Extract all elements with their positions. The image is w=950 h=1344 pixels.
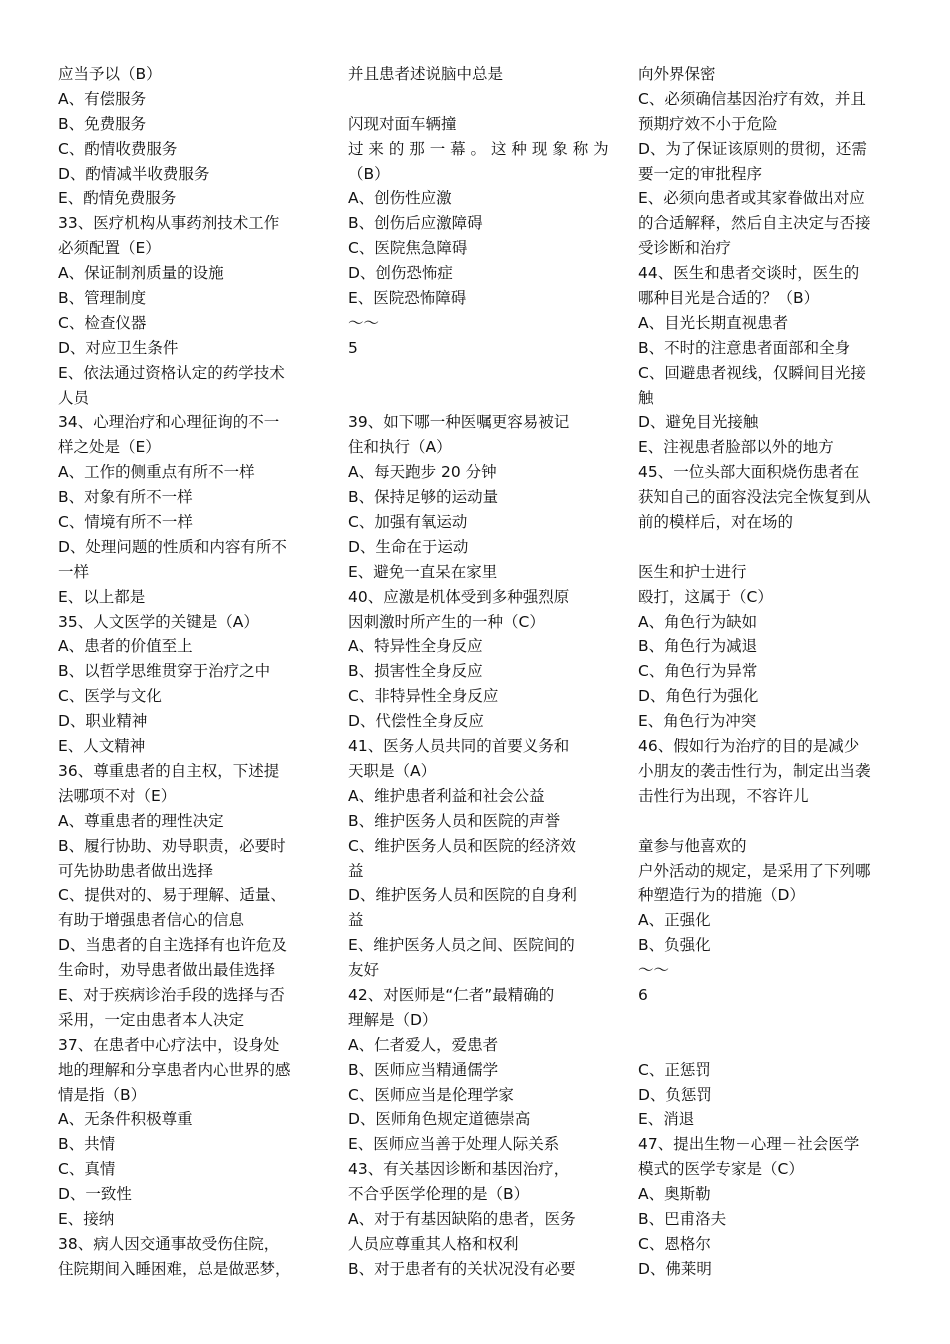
text-line: 益 bbox=[348, 911, 364, 930]
text-line: B、创伤后应激障碍 bbox=[348, 214, 483, 233]
text-line: 种塑造行为的措施（D） bbox=[638, 886, 805, 905]
text-line: C、医师应当是伦理学家 bbox=[348, 1085, 514, 1104]
text-line: A、保证制剂质量的设施 bbox=[58, 264, 224, 283]
text-line: D、对应卫生条件 bbox=[58, 338, 179, 357]
text-line: C、酌情收费服务 bbox=[58, 139, 178, 158]
text-line: D、避免目光接触 bbox=[638, 413, 759, 432]
text-line: B、履行协助、劝导职责，必要时 bbox=[58, 836, 286, 855]
text-line: 有助于增强患者信心的信息 bbox=[58, 911, 245, 930]
text-line: 40、应激是机体受到多种强烈原 bbox=[348, 587, 570, 606]
text-line: 益 bbox=[348, 861, 364, 880]
text-line: C、真情 bbox=[58, 1160, 116, 1179]
text-line: 要一定的审批程序 bbox=[638, 164, 763, 183]
text-line: 并且患者述说脑中总是 bbox=[348, 65, 504, 83]
text-line: 必须配置（E） bbox=[58, 239, 161, 258]
text-line: C、必须确信基因治疗有效，并且 bbox=[638, 89, 866, 108]
text-line: 采用，一定由患者本人决定 bbox=[58, 1010, 245, 1029]
text-line: 42、对医师是“仁者”最精确的 bbox=[348, 985, 555, 1004]
text-line: D、医师角色规定道德崇高 bbox=[348, 1110, 531, 1129]
text-line bbox=[638, 809, 900, 834]
text-line: 应当予以（B） bbox=[58, 65, 162, 83]
text-line: B、管理制度 bbox=[58, 289, 147, 308]
text-line: B、损害性全身反应 bbox=[348, 662, 483, 681]
text-line bbox=[348, 386, 610, 411]
text-line: B、共情 bbox=[58, 1135, 116, 1154]
text-line: C、恩格尔 bbox=[638, 1234, 711, 1253]
text-line: E、人文精神 bbox=[58, 737, 146, 756]
text-line: D、生命在于运动 bbox=[348, 537, 469, 556]
text-line: 39、如下哪一种医嘱更容易被记 bbox=[348, 413, 570, 432]
text-line: D、为了保证该原则的贯彻，还需 bbox=[638, 139, 867, 158]
text-line bbox=[638, 535, 900, 560]
text-line: 44、医生和患者交谈时，医生的 bbox=[638, 264, 860, 283]
text-line: 34、心理治疗和心理征询的不一 bbox=[58, 413, 280, 432]
text-line: 6 bbox=[638, 985, 648, 1004]
text-line: B、负强化 bbox=[638, 936, 711, 955]
text-line: 不合乎医学伦理的是（B） bbox=[348, 1185, 530, 1204]
text-line: A、正强化 bbox=[638, 911, 711, 930]
text-line: A、角色行为缺如 bbox=[638, 612, 758, 631]
text-line: A、有偿服务 bbox=[58, 89, 147, 108]
text-line: E、消退 bbox=[638, 1110, 695, 1129]
text-line: C、维护医务人员和医院的经济效 bbox=[348, 836, 576, 855]
text-line: D、角色行为强化 bbox=[638, 687, 759, 706]
text-line: E、酌情免费服务 bbox=[58, 189, 177, 208]
text-line: B、对于患者有的关状况没有必要 bbox=[348, 1259, 576, 1278]
text-line: 41、医务人员共同的首要义务和 bbox=[348, 737, 570, 756]
text-line: 受诊断和治疗 bbox=[638, 239, 732, 258]
text-line: A、尊重患者的理性决定 bbox=[58, 811, 224, 830]
text-line: 前的模样后，对在场的 bbox=[638, 513, 794, 532]
text-line: B、医师应当精通儒学 bbox=[348, 1060, 499, 1079]
text-line: 触 bbox=[638, 388, 654, 407]
text-line: D、当患者的自主选择有也许危及 bbox=[58, 936, 287, 955]
text-line: C、医学与文化 bbox=[58, 687, 162, 706]
text-line: ～～ bbox=[348, 313, 380, 332]
text-line: 户外活动的规定，是采用了下列哪 bbox=[638, 861, 871, 880]
text-line: E、必须向患者或其家眷做出对应 bbox=[638, 189, 865, 208]
text-line: 的合适解释，然后自主决定与否接 bbox=[638, 214, 871, 233]
text-line: A、对于有基因缺陷的患者，医务 bbox=[348, 1209, 576, 1228]
text-line bbox=[348, 87, 610, 112]
text-line: 获知自己的面容没法完全恢复到从 bbox=[638, 488, 871, 507]
text-line: 住院期间入睡困难，总是做恶梦， bbox=[58, 1259, 291, 1278]
text-line: 46、假如行为治疗的目的是减少 bbox=[638, 737, 860, 756]
text-line: A、奥斯勒 bbox=[638, 1185, 711, 1204]
text-line: 医生和护士进行 bbox=[638, 562, 747, 581]
text-line: A、创伤性应激 bbox=[348, 189, 452, 208]
text-column-left bbox=[58, 62, 320, 1282]
text-line bbox=[638, 1033, 900, 1058]
text-line: B、角色行为减退 bbox=[638, 637, 758, 656]
text-line: C、回避患者视线，仅瞬间目光接 bbox=[638, 363, 866, 382]
text-line: 预期疗效不小于危险 bbox=[638, 114, 778, 133]
text-line: 可先协助患者做出选择 bbox=[58, 861, 214, 880]
text-line: A、目光长期直视患者 bbox=[638, 313, 789, 332]
text-line: 35、人文医学的关键是（A） bbox=[58, 612, 259, 631]
text-line: E、接纳 bbox=[58, 1209, 115, 1228]
text-line: C、情境有所不一样 bbox=[58, 513, 193, 532]
text-line: B、以哲学思维贯穿于治疗之中 bbox=[58, 662, 271, 681]
text-line: 生命时，劝导患者做出最佳选择 bbox=[58, 961, 276, 980]
text-line: D、代偿性全身反应 bbox=[348, 712, 484, 731]
text-line: E、医师应当善于处理人际关系 bbox=[348, 1135, 560, 1154]
text-line: B、免费服务 bbox=[58, 114, 147, 133]
text-line: B、保持足够的运动量 bbox=[348, 488, 499, 507]
text-line: 样之处是（E） bbox=[58, 438, 161, 457]
text-line: 38、病人因交通事故受伤住院， bbox=[58, 1234, 280, 1253]
text-line: B、对象有所不一样 bbox=[58, 488, 193, 507]
text-line: C、医院焦急障碍 bbox=[348, 239, 468, 258]
text-line: A、每天跑步 20 分钟 bbox=[348, 463, 497, 482]
text-line: E、角色行为冲突 bbox=[638, 712, 757, 731]
text-line: 友好 bbox=[348, 961, 380, 980]
text-line: E、避免一直呆在家里 bbox=[348, 562, 498, 581]
text-line: A、工作的侧重点有所不一样 bbox=[58, 463, 255, 482]
text-line: B、巴甫洛夫 bbox=[638, 1209, 727, 1228]
text-line: 一样 bbox=[58, 562, 90, 581]
text-line: 击性行为出现，不容许儿 bbox=[638, 786, 809, 805]
text-line: 殴打，这属于（C） bbox=[638, 587, 773, 606]
text-line: 33、医疗机构从事药剂技术工作 bbox=[58, 214, 280, 233]
text-line: C、检查仪器 bbox=[58, 313, 147, 332]
text-line: E、医院恐怖障碍 bbox=[348, 289, 467, 308]
text-line: D、处理问题的性质和内容有所不 bbox=[58, 537, 287, 556]
text-line: C、角色行为异常 bbox=[638, 662, 758, 681]
text-line: 哪种目光是合适的？（B） bbox=[638, 289, 820, 308]
text-line: D、酌情减半收费服务 bbox=[58, 164, 210, 183]
text-line: 47、提出生物－心理－社会医学 bbox=[638, 1135, 860, 1154]
text-line: 人员 bbox=[58, 388, 90, 407]
text-line: D、维护医务人员和医院的自身利 bbox=[348, 886, 577, 905]
text-line: 小朋友的袭击性行为，制定出当袭 bbox=[638, 761, 871, 780]
text-line: D、佛莱明 bbox=[638, 1259, 712, 1278]
text-line: D、职业精神 bbox=[58, 712, 148, 731]
text-line: D、创伤恐怖症 bbox=[348, 264, 453, 283]
text-line: 住和执行（A） bbox=[348, 438, 452, 457]
text-line: 45、一位头部大面积烧伤患者在 bbox=[638, 463, 860, 482]
text-line: A、无条件积极尊重 bbox=[58, 1110, 193, 1129]
text-line: 情是指（B） bbox=[58, 1085, 147, 1104]
text-line: 向外界保密 bbox=[638, 65, 716, 83]
text-column-right bbox=[638, 62, 900, 1282]
text-line: E、维护医务人员之间、医院间的 bbox=[348, 936, 575, 955]
text-line: E、依法通过资格认定的药学技术 bbox=[58, 363, 285, 382]
text-line: 因刺激时所产生的一种（C） bbox=[348, 612, 545, 631]
text-column-middle bbox=[348, 62, 610, 1282]
text-line: 理解是（D） bbox=[348, 1010, 438, 1029]
text-line: 法哪项不对（E） bbox=[58, 786, 177, 805]
text-line: 天职是（A） bbox=[348, 761, 437, 780]
text-line: B、维护医务人员和医院的声誉 bbox=[348, 811, 561, 830]
text-line: 童参与他喜欢的 bbox=[638, 836, 747, 855]
text-line: 37、在患者中心疗法中，设身处 bbox=[58, 1035, 280, 1054]
text-line: E、以上都是 bbox=[58, 587, 146, 606]
text-line: 闪现对面车辆撞 bbox=[348, 114, 457, 133]
text-line: C、正惩罚 bbox=[638, 1060, 711, 1079]
text-line: C、加强有氧运动 bbox=[348, 513, 468, 532]
text-line: D、负惩罚 bbox=[638, 1085, 712, 1104]
text-line: 过 来 的 那 一 幕 。 这 种 现 象 称 为 bbox=[348, 139, 609, 158]
text-line bbox=[638, 1008, 900, 1033]
text-line: D、一致性 bbox=[58, 1185, 132, 1204]
text-line: 人员应尊重其人格和权利 bbox=[348, 1234, 519, 1253]
text-line: 地的理解和分享患者内心世界的感 bbox=[58, 1060, 291, 1079]
text-line: 43、有关基因诊断和基因治疗， bbox=[348, 1160, 570, 1179]
text-line: A、仁者爱人，爱患者 bbox=[348, 1035, 499, 1054]
text-line: A、维护患者利益和社会公益 bbox=[348, 786, 545, 805]
text-line: ～～ bbox=[638, 961, 670, 980]
text-line bbox=[348, 361, 610, 386]
text-line: E、对于疾病诊治手段的选择与否 bbox=[58, 985, 285, 1004]
text-line: B、不时的注意患者面部和全身 bbox=[638, 338, 851, 357]
text-line: C、提供对的、易于理解、适量、 bbox=[58, 886, 286, 905]
text-line: A、特异性全身反应 bbox=[348, 637, 483, 656]
text-line: （B） bbox=[348, 164, 390, 183]
text-line: 36、尊重患者的自主权，下述提 bbox=[58, 761, 280, 780]
text-line: E、注视患者脸部以外的地方 bbox=[638, 438, 834, 457]
text-line: A、患者的价值至上 bbox=[58, 637, 193, 656]
text-line: C、非特异性全身反应 bbox=[348, 687, 499, 706]
text-line: 5 bbox=[348, 338, 358, 357]
text-line: 模式的医学专家是（C） bbox=[638, 1160, 804, 1179]
